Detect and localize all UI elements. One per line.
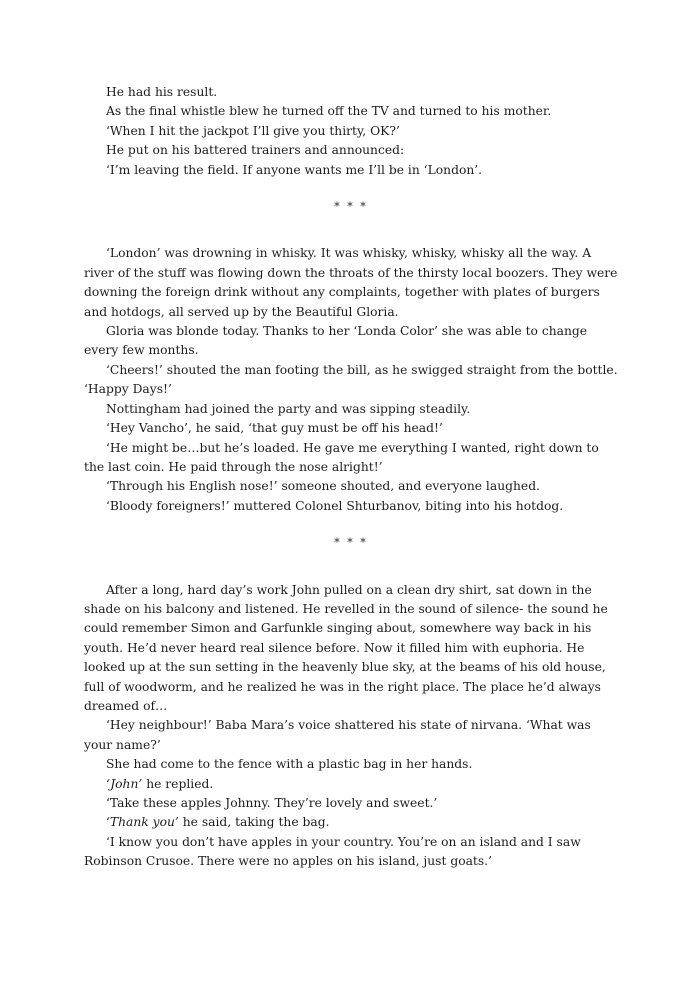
section-separator: * * * xyxy=(334,536,368,550)
paragraph: ‘Take these apples Johnny. They’re lovely and sweet.’ xyxy=(106,796,438,810)
paragraph: ‘London’ was drowning in whisky. It was whisky, whisky, whisky all the way. A river of the stuff was flowing down the throats of the thirsty local boozers. They were downing the foreign drink without any complaints, together with plates of burgers and hotdogs, all served up by the Beautiful Gloria. xyxy=(84,246,618,319)
paragraph xyxy=(84,775,618,794)
paragraph: As the final whistle blew he turned off the TV and turned to his mother. xyxy=(106,104,552,119)
paragraph: She had come to the fence with a plastic bag in her hands. xyxy=(106,757,473,772)
paragraph: ‘When I hit the jackpot I’ll give you thirty, OK?’ xyxy=(106,123,400,138)
paragraph: ‘Cheers!’ shouted the man footing the bill, as he swigged straight from the bottle. xyxy=(106,362,618,377)
document-page xyxy=(84,83,618,872)
paragraph: ‘I’m leaving the field. If anyone wants me I’ll be in ‘London’. xyxy=(106,162,483,177)
paragraph-text: he said, taking the bag. xyxy=(178,815,330,830)
paragraph xyxy=(84,813,618,832)
paragraph: ‘Hey Vancho’, he said, ‘that guy must be off his head!’ xyxy=(106,421,443,436)
paragraph: Nottingham had joined the party and was sipping steadily. xyxy=(106,401,471,416)
paragraph: He put on his battered trainers and announced: xyxy=(106,143,405,158)
section-separator: * * * xyxy=(334,200,368,214)
paragraph: ‘Hey neighbour!’ Baba Mara’s voice shattered his state of nirvana. ‘What was your name?’ xyxy=(84,718,591,752)
paragraph-text: he replied. xyxy=(142,776,214,791)
paragraph: ‘He might be…but he’s loaded. He gave me everything I wanted, right down to the last coin. He paid through the nose alright!’ xyxy=(84,440,599,474)
paragraph: ‘I know you don’t have apples in your country. You’re on an island and I saw Robinson Crusoe. There were no apples on his island, just goats.’ xyxy=(84,834,581,869)
paragraph: He had his result. xyxy=(106,85,218,99)
italic-speech: ‘Thank you’ xyxy=(106,815,179,830)
paragraph: After a long, hard day’s work John pulled on a clean dry shirt, sat down in the shade on his balcony and listened. He revelled in the sound of silence- the sound he could remember Simon and Garfunkle singing about, somewhere way back in his youth. He’d never heard real silence before. Now it filled him with euphoria. He looked up at the sun setting in the heavenly blue sky, at the beams of his old house, full of woodworm, and he realized he was in the right place. The place he’d always dreamed of… xyxy=(84,582,608,713)
paragraph: ‘Happy Days!’ xyxy=(84,382,172,397)
paragraph: ‘Through his English nose!’ someone shouted, and everyone laughed. xyxy=(106,479,540,494)
paragraph: ‘Bloody foreigners!’ muttered Colonel Shturbanov, biting into his hotdog. xyxy=(106,498,564,513)
paragraph: Gloria was blonde today. Thanks to her ‘Londa Color’ she was able to change every few months. xyxy=(84,324,588,358)
italic-speech: ‘John’ xyxy=(106,776,143,791)
